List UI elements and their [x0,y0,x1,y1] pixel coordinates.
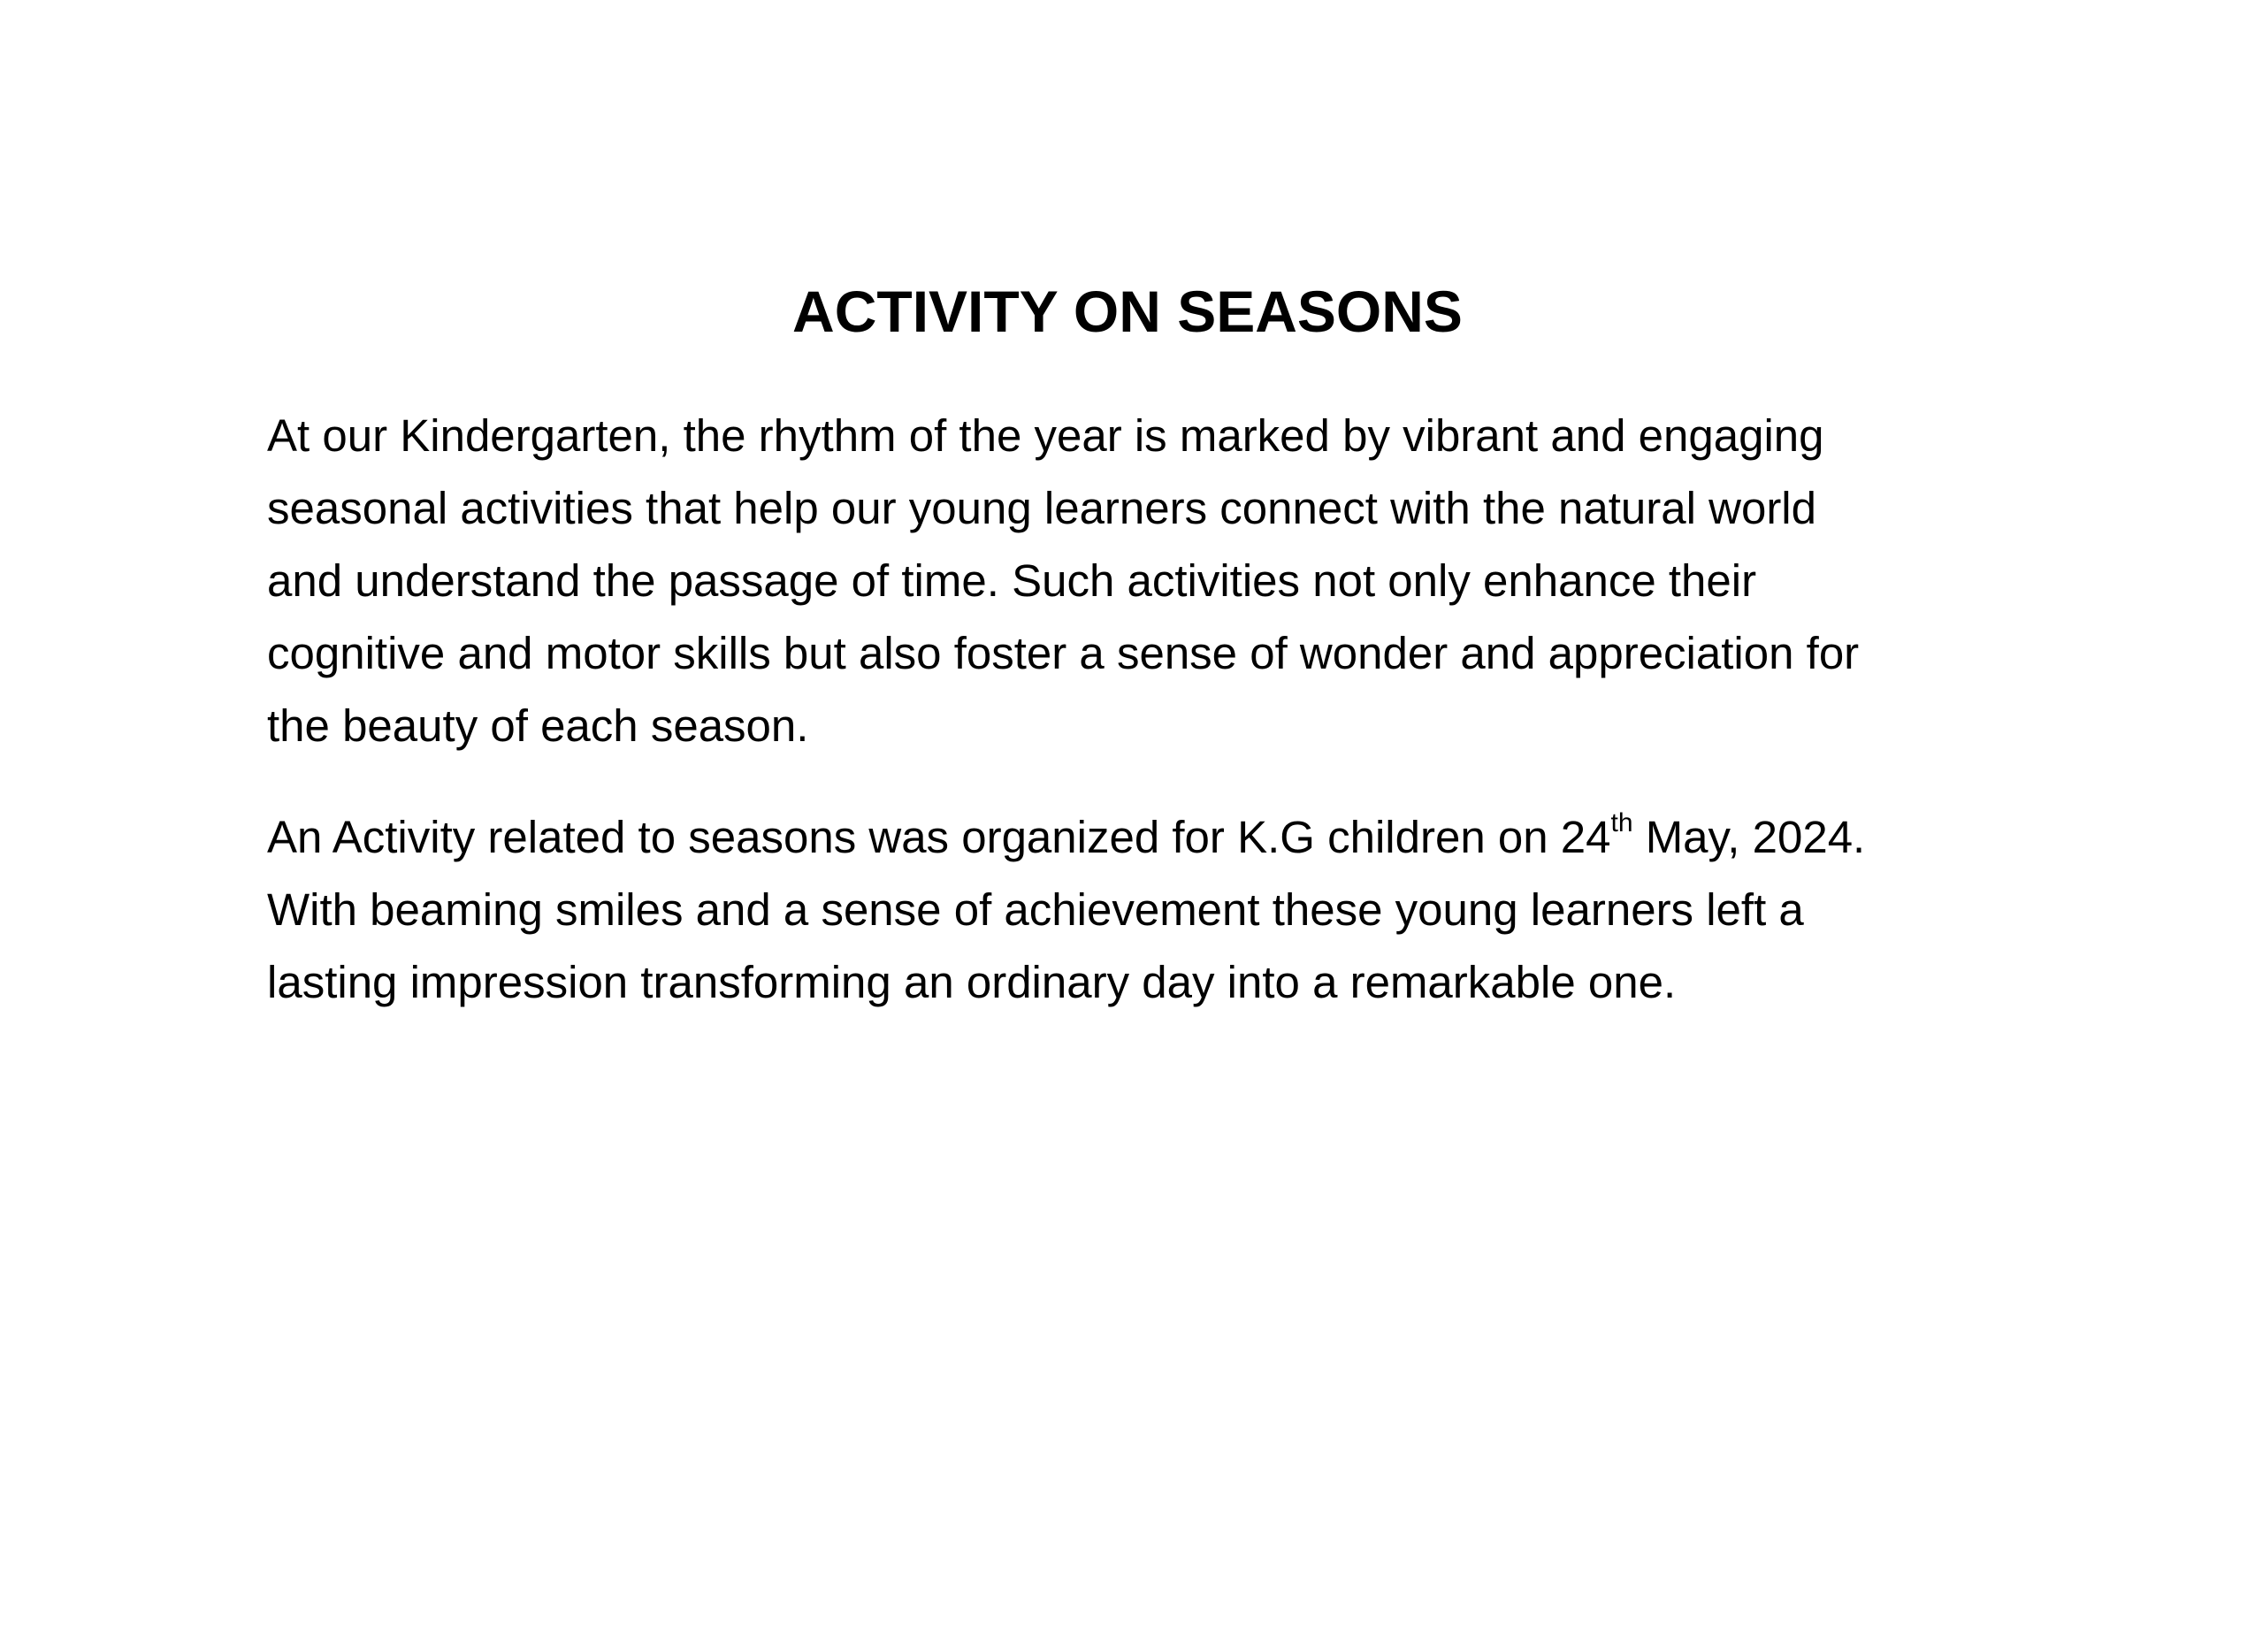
paragraph-line: and understand the passage of time. Such activities not only enhance their [267,555,1757,606]
paragraph-line: the beauty of each season. [267,700,809,751]
activity-date-text: May, 2024. [1632,812,1866,862]
paragraph-line [267,801,2018,874]
intro-paragraph [267,400,2018,762]
date-ordinal-suffix: th [1610,808,1633,837]
document-title: ACTIVITY ON SEASONS [792,279,1463,344]
activity-text-before-date: An Activity related to seasons was organized for K.G children on 24 [267,812,1611,862]
paragraph-line: lasting impression transforming an ordinary day into a remarkable one. [267,957,1677,1007]
paragraph-line: With beaming smiles and a sense of achievement these young learners left a [267,884,1804,935]
paragraph-line: At our Kindergarten, the rhythm of the year is marked by vibrant and engaging [267,410,1824,461]
paragraph-line: cognitive and motor skills but also foster a sense of wonder and appreciation for [267,628,1860,678]
activity-paragraph [267,801,2018,1019]
paragraph-line: seasonal activities that help our young learners connect with the natural world [267,483,1817,533]
